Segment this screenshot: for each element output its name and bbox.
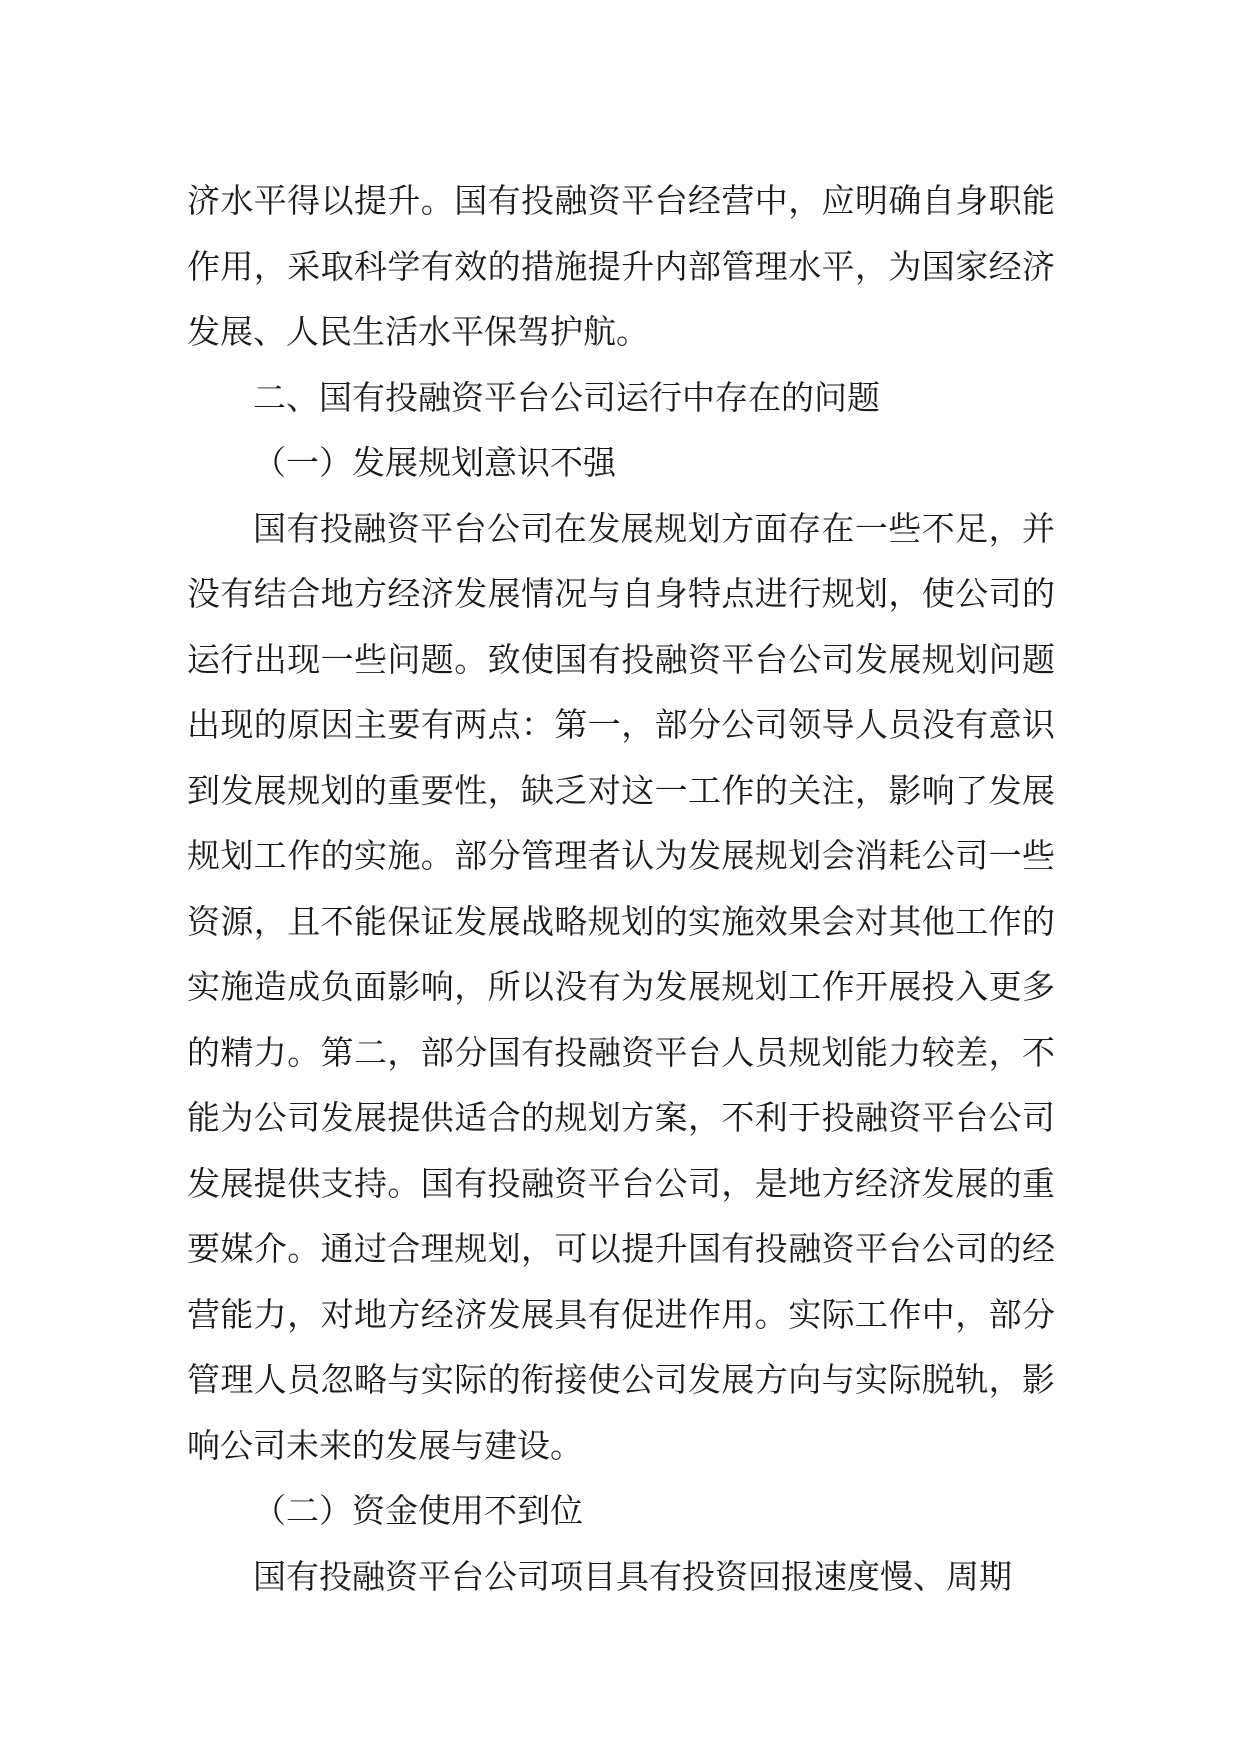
subsection-heading-1: （一）发展规划意识不强 <box>253 443 616 482</box>
body-paragraph-2: 国有投融资平台公司项目具有投资回报速度慢、周期 <box>253 1556 1012 1596</box>
subsection-heading-2: （二）资金使用不到位 <box>253 1491 583 1530</box>
body-paragraph-1: 国有投融资平台公司在发展规划方面存在一些不足，并没有结合地方经济发展情况与自身特点进行规划，使公司的运行出现一些问题。致使国有投融资平台公司发展规划问题出现的原因主要有两点：第一，部分公司领导人员没有意识到发展规划的重要性，缺乏对这一工作的关注，影响了发展规划工作的实施。部分管理者认为发展规划会消耗公司一些资源，且不能保证发展战略规划的实施效果会对其他工作的实施造成负面影响，所以没有为发展规划工作开展投入更多的精力。第二，部分国有投融资平台人员规划能力较差，不能为公司发展提供适合的规划方案，不利于投融资平台公司发展提供支持。国有投融资平台公司，是地方经济发展的重要媒介。通过合理规划，可以提升国有投融资平台公司的经营能力，对地方经济发展具有促进作用。实际工作中，部分管理人员忽略与实际的衔接使公司发展方向与实际脱轨，影响公司未来的发展与建设。 <box>187 508 1055 1465</box>
paragraph-continued: 济水平得以提升。国有投融资平台经营中，应明确自身职能作用，采取科学有效的措施提升内部管理水平，为国家经济发展、人民生活水平保驾护航。 <box>187 181 1055 351</box>
section-heading: 二、国有投融资平台公司运行中存在的问题 <box>253 377 880 417</box>
document-body <box>187 168 1055 1609</box>
